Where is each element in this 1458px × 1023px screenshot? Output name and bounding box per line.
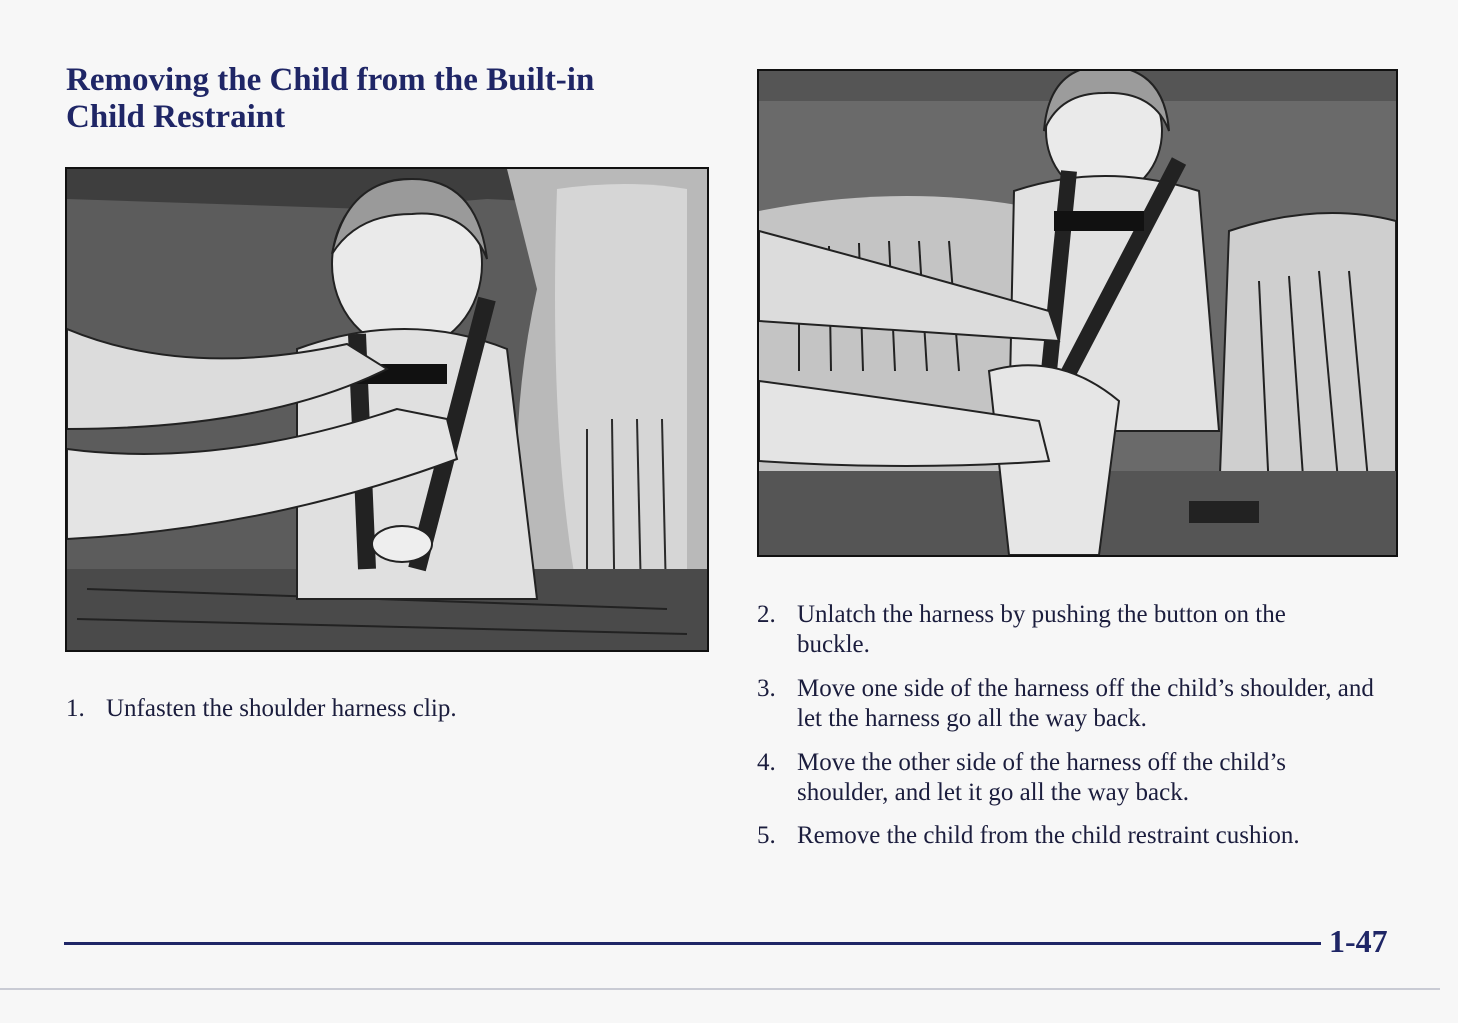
- footer-rule: [64, 942, 1321, 945]
- step-2: [757, 600, 1357, 660]
- step-number: 4.: [757, 749, 776, 776]
- step-3: [757, 674, 1377, 734]
- illustration-unfasten-clip: [65, 167, 709, 652]
- step-number: 1.: [66, 695, 85, 722]
- step-text: Unlatch the harness by pushing the button on the buckle.: [797, 601, 1286, 658]
- illustration-unlatch-buckle: [757, 69, 1398, 557]
- step-number: 3.: [757, 675, 776, 702]
- page-edge-line: [0, 988, 1440, 990]
- section-title: Removing the Child from the Built-in Child Restraint: [66, 62, 595, 135]
- step-1: [66, 694, 666, 724]
- step-number: 5.: [757, 822, 776, 849]
- step-text: Remove the child from the child restraint cushion.: [797, 822, 1300, 849]
- step-5: [757, 821, 1417, 851]
- step-text: Move the other side of the harness off the child’s shoulder, and let it go all the way back.: [797, 749, 1287, 806]
- step-4: [757, 748, 1377, 808]
- step-number: 2.: [757, 601, 776, 628]
- step-text: Move one side of the harness off the child’s shoulder, and let the harness go all the way back.: [797, 675, 1374, 732]
- step-text: Unfasten the shoulder harness clip.: [106, 695, 457, 722]
- page-number: 1-47: [1329, 923, 1388, 959]
